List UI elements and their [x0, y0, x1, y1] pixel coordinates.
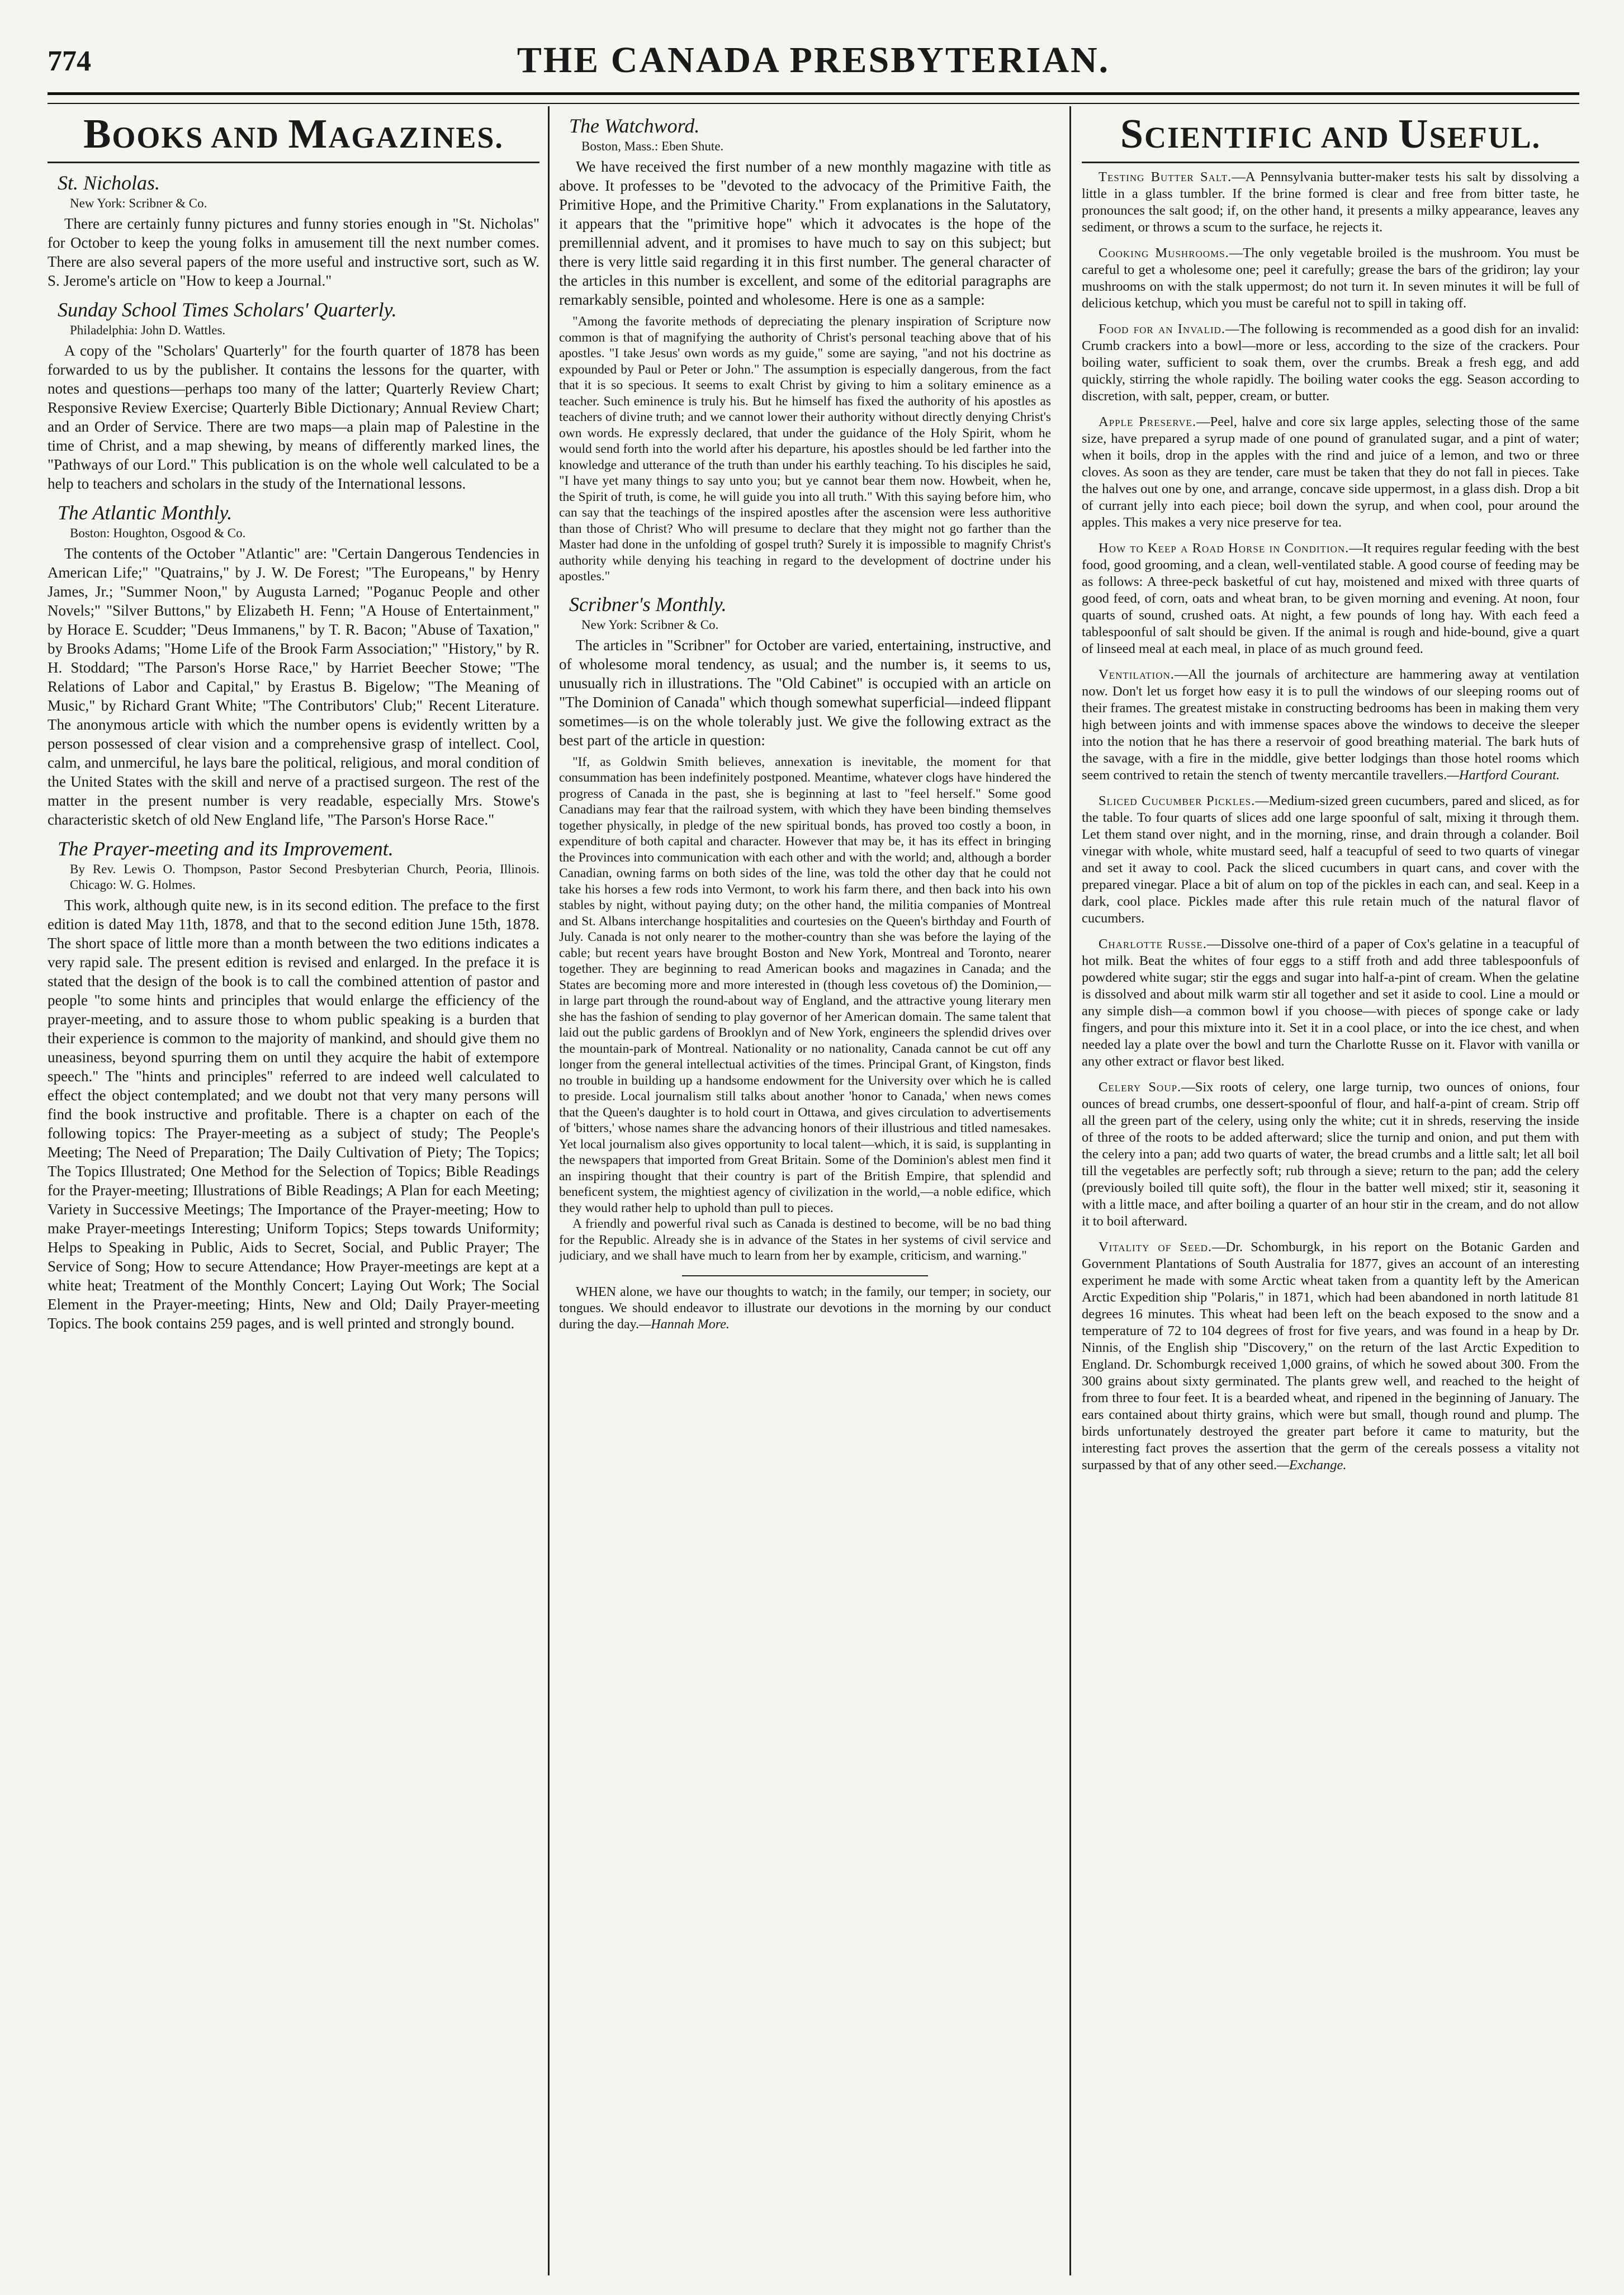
article-paragraph: The contents of the October "Atlantic" are: "Certain Dangerous Tendencies in American Life;" "Quatrains," by J. W. De Forest; "The Europeans," by Henry James, Jr.; "Summer Noon," by Augusta Larned; "Poganuc People and other Novels;" "Silver Buttons," by Elizabeth H. Fenn; "A House of Entertainment," by Horace E. Scudder; "Deus Immanens," by T. R. Bacon; "Abuse of Taxation," by Brooks Adams; "Home Life of the Brook Farm Association;" "History," by R. H. Stoddard; "The Parson's Horse Race," by Harriet Beecher Stowe; "The Relations of Labor and Capital," by Erastus B. Bigelow; "The Meaning of Music," by Richard Grant White; "The Contributors' Club;" Recent Literature. The anonymous article with which the number opens is evidently written by a person possessed of clear vision and a comprehensive grasp of intellect. Cool, calm, and unmerciful, he lays bare the political, religious, and moral condition of the United States with the skill and nerve of a practised surgeon. The rest of the matter in the present number is very readable, especially Mrs. Stowe's characteristic sketch of old New England life, "The Parson's Horse Race." [48, 545, 539, 828]
publisher-line: New York: Scribner & Co. [581, 617, 719, 632]
publisher-line: Philadelphia: John D. Wattles. [70, 323, 226, 337]
item-cooking-mushrooms: Cooking Mushrooms.—The only vegetable broiled is the mushroom. You must be careful to get a wholesome one; peel it carefully; grease the bars of the gridiron; lay your mushrooms on with the stalk uppermost; do not turn it. In seven minutes it will be full of delicious ketchup, which you must be careful not to spill in taking off. [1082, 245, 1579, 311]
article-title: Scribner's Monthly. [569, 593, 727, 616]
article-title: The Prayer-meeting and its Improvement. [58, 837, 394, 860]
article-scribners-monthly [559, 593, 1051, 1264]
article-paragraph: There are certainly funny pictures and funny stories enough in "St. Nicholas" for October to keep the young folks in amusement till the next number comes. There are also several papers of the more useful and instructive sort, such as W. S. Jerome's article on "How to keep a Journal." [48, 215, 539, 289]
item-cucumber-pickles: Sliced Cucumber Pickles.—Medium-sized green cucumbers, pared and sliced, as for the table. To four quarts of slices add one large spoonful of salt, mixing it through them. Let them stand over night, and in the morning, rinse, and drain through a colander. Boil vinegar with whole, white mustard seed, half a teacupful of seed to two quarts of vinegar and set it away to cool. Pack the sliced cucumbers in quart cans, and cover with the prepared vinegar. Place a bit of alum on top of the pickles in each can, and seal. Keep in a dark, cool place. Pickles made after this rule retain much of the natural flavor of cucumbers. [1082, 793, 1579, 926]
publisher-line: Boston: Houghton, Osgood & Co. [70, 526, 246, 540]
item-charlotte-russe: Charlotte Russe.—Dissolve one-third of a paper of Cox's gelatine in a teacupful of hot milk. Beat the whites of four eggs to a stiff froth and add three tablespoonfuls of powdered white sugar; stir the eggs and sugar into half-a-pint of cream. When the gelatine is dissolved and about milk warm stir all together and set it aside to cool. Line a mould or any simple dish—a common bowl if you choose—with pieces of sponge cake or lady fingers, and pour this mixture into it. Set it in a cool place, or into the ice chest, and when needed lay a plate over the bowl and turn the Charlotte Russe on it. Flavor with vanilla or any other extract or flavor best liked. [1082, 936, 1579, 1069]
item-apple-preserve: Apple Preserve.—Peel, halve and core six large apples, selecting those of the same size, have prepared a syrup made of one pound of granulated sugar, and a pint of water; when it boils, drop in the apples with the rind and juice of a lemon, and two or three cloves. As soon as they are tender, care must be taken that they do not fall in pieces. Take the halves out one by one, and arrange, concave side uppermost, in a glass dish. Drop a bit of currant jelly into each piece; boil down the syrup, and when cool, pour around the apples. This makes a very nice preserve for tea. [1082, 414, 1579, 530]
books-and-magazines-column [48, 112, 539, 2281]
quote-paragraph: A friendly and powerful rival such as Canada is destined to become, will be no bad thing for the Republic. Already she is in advance of the States in her systems of civil service and judiciary, and we shall have much to learn from her by example, criticism, and warning." [559, 1217, 1051, 1263]
item-vitality-of-seed: Vitality of Seed.—Dr. Schomburgk, in his report on the Botanic Garden and Government Plantations of South Australia for 1877, gives an account of an interesting experiment he made with some Arctic wheat taken from a quantity left by the American Arctic Expedition ship "Polaris," in 1871, which had been abandoned in north latitude 81 degrees 16 minutes. This wheat had been left on the beach exposed to the snow and a temperature of 72 to 104 degrees of frost for five years, and was found in a heap by Dr. Ninnis, of the English ship "Discovery," on the return of the last Arctic Expedition to England. Dr. Schomburgk received 1,000 grains, of which he sowed about 300. From the 300 grains about sixty germinated. The plants grew well, and reached to the height of from three to four feet. It is a bearded wheat, and ripened in the beginning of January. The ears contained about thirty grains, which were but small, though round and plump. The birds unfortunately destroyed the greater part before it came to maturity, but the interesting fact proves the assertion that the germ of the cereals possess a vitality not surpassed by that of any other seed.—Exchange. [1082, 1239, 1579, 1473]
item-celery-soup: Celery Soup.—Six roots of celery, one large turnip, two ounces of onions, four ounces of bread crumbs, one dessert-spoonful of flour, and half-a-pint of cream. Strip off all the green part of the celery, using only the white; cut it in shreds, reserving the inside of three of the roots to be added afterward; slice the turnip and onion, and put them with the celery into a pan; add two quarts of water, the bread crumbs and a little salt; let all boil till the vegetables are perfectly soft; rub through a sieve; return to the pan; add the celery (previously boiled till quite soft), the flour in the batter well mixed; stir it, seasoning it with a little mace, and after boiling a quarter of an hour stir in the cream, and do not allow it to boil afterward. [1082, 1080, 1579, 1229]
section-heading-books-and-magazines: BOOKS AND MAGAZINES. [48, 115, 539, 163]
item-food-for-invalid: Food for an Invalid.—The following is recommended as a good dish for an invalid: Crumb crackers into a bowl—more or less, according to the size of the crackers. Pour boiling water, sufficient to soak them, over the crumbs. Break a fresh egg, and add quickly, stirring the whole rapidly. The boiling water cooks the egg. Season according to discretion, with salt, pepper, cream, or butter. [1082, 321, 1579, 404]
column-divider-1 [548, 106, 550, 2275]
section-rule [682, 1275, 928, 1276]
publisher-line: New York: Scribner & Co. [70, 196, 207, 210]
quoted-extract [559, 314, 1051, 585]
article-prayer-meeting [48, 837, 539, 1333]
publisher-line: By Rev. Lewis O. Thompson, Pastor Second Presbyterian Church, Peoria, Illinois. Chicago: W. G. Holmes. [70, 862, 539, 892]
item-credit: —Exchange. [1277, 1458, 1347, 1473]
article-paragraph: The articles in "Scribner" for October are varied, entertaining, instructive, and of wholesome moral tendency, as usual; and the number is, it seems to us, unusually rich in illustrations. The "Old Cabinet" is occupied with an article on "The Dominion of Canada" which though somewhat superficial—indeed flippant sometimes—is on the whole tolerably just. We give the following extract as the best part of the article in question: [559, 636, 1051, 749]
column-divider-2 [1069, 106, 1071, 2275]
article-paragraph: We have received the first number of a new monthly magazine with title as above. It professes to be "devoted to the advocacy of the Primitive Faith, the Primitive Hope, and the Primitive Charity." From explanations in the Salutatory, it appears that the "primitive hope" which it advocates is the hope of the premillennial advent, and it promises to have much to say on this subject; but there is very little said regarding it in this first number. The general character of the articles in this number is excellent, and some of the editorial paragraphs are remarkably sensible, pointed and wholesome. Here is one as a sample: [559, 158, 1051, 308]
middle-column [559, 112, 1051, 2281]
article-scholars-quarterly [48, 298, 539, 493]
masthead [48, 34, 1579, 92]
article-atlantic-monthly [48, 501, 539, 829]
item-testing-butter-salt: Testing Butter Salt.—A Pennsylvania butter-maker tests his salt by dissolving a little in a glass tumbler. If the brine formed is clear and free from bitter taste, he pronounces the salt good; if, on the other hand, it presents a milky appearance, leaves any sediment, or throws a scum to the surface, he rejects it. [1082, 169, 1579, 235]
quote-paragraph: "Among the favorite methods of depreciating the plenary inspiration of Scripture now common is that of magnifying the authority of Christ's personal teaching above that of his apostles. "I take Jesus' own words as my guide," some are saying, "and not his doctrine as expounded by Paul or Peter or John." The assumption is especially dangerous, from the fact that it is so specious. It seems to exalt Christ by giving to him a solitary eminence as a teacher. Such eminence is truly his. But he himself has fixed the authority of his apostles as teachers of divine truth; and we cannot lower their authority without directly denying Christ's own words. He expressly declared, that under the guidance of the Holy Spirit, whom he would send forth into the world after his departure, his apostles should be led farther into the knowledge and utterance of the truth than under his earthly teaching. To his disciples he said, "I have yet many things to say unto you; but ye cannot bear them now. Howbeit, when he, the Spirit of truth, is come, he will guide you into all truth." With this saying before him, who can say that the teachings of the inspired apostles after the ascension were less authoritive than those of Christ? Who will presume to declare that they might not go farther than the Master had done in the unfolding of gospel truth? Surely it is impossible to magnify Christ's authority while denying his teaching in regard to the development of doctrine under his apostles." [559, 314, 1051, 584]
article-paragraph: A copy of the "Scholars' Quarterly" for the fourth quarter of 1878 has been forwarded to us by the publisher. It contains the lessons for the quarter, with notes and questions—perhaps too many of the latter; Quarterly Review Chart; Responsive Review Exercise; Quarterly Bible Dictionary; Annual Review Chart; and an Order of Service. There are two maps—a plain map of Palestine in the time of Christ, and a map shewing, by means of differently marked lines, the "Pathways of our Lord." This publication is on the whole well calculated to be a help to teachers and scholars in the study of the International lessons. [48, 342, 539, 492]
article-paragraph: This work, although quite new, is in its second edition. The preface to the first edition is dated May 11th, 1878, and that to the second edition June 15th, 1878. The short space of little more than a month between the two editions indicates a very rapid sale. The present edition is revised and enlarged. In the preface it is stated that the design of the book is to call the combined attention of pastor and people "to some hints and principles that would enlarge the efficiency of the prayer-meeting, and to assure those to whom public speaking is a burden that their experience is common to the majority of mankind, and should give them no uneasiness, beyond spurring them on until they acquire the habit of extempore speech." The "hints and principles" referred to are indeed well calculated to effect the object contemplated; and we doubt not that very many persons will find the book instructive and profitable. There is a chapter on each of the following topics: The Prayer-meeting as a subject of study; The People's Meeting; The Need of Preparation; The Daily Cultivation of Piety; The Topics; The Topics Illustrated; One Method for the Selection of Topics; Bible Readings for the Prayer-meeting; Illustrations of Bible Readings; A Plan for each Meeting; Variety in Successive Meetings; The Importance of the Prayer-meeting; How to make Prayer-meetings Interesting; Uniform Topics; Steps towards Uniformity; Helps to Speaking in Public, Aids to Secret, Social, and Public Prayer; The Service of Song; How to secure Attendance; How Prayer-meetings are kept at a white heat; Treatment of the Monthly Concert; Laying Out Work; The Social Element in the Prayer-meeting; Hints, New and Old; Daily Prayer-meeting Topics. The book contains 259 pages, and is well printed and strongly bound. [48, 897, 539, 1332]
article-title: St. Nicholas. [58, 172, 160, 194]
newspaper-title: THE CANADA PRESBYTERIAN. [517, 40, 1110, 81]
article-watchword [559, 114, 1051, 585]
quoted-extract [559, 754, 1051, 1264]
closing-maxim: WHEN alone, we have our thoughts to watch; in the family, our temper; in society, our tongues. We should endeavor to illustrate our devotions in the morning by our conduct during the day.—Hannah More. [559, 1284, 1051, 1332]
article-title: The Watchword. [569, 115, 700, 137]
article-title: Sunday School Times Scholars' Quarterly. [58, 299, 397, 321]
article-title: The Atlantic Monthly. [58, 501, 233, 524]
masthead-rule [48, 92, 1579, 104]
maxim-credit: —Hannah More. [639, 1317, 730, 1332]
page-number: 774 [48, 45, 91, 77]
article-st-nicholas [48, 171, 539, 290]
section-heading-scientific-and-useful: SCIENTIFIC AND USEFUL. [1082, 115, 1579, 163]
scientific-and-useful-column [1082, 112, 1579, 2281]
item-credit: —Hartford Courant. [1447, 768, 1560, 783]
quote-paragraph: "If, as Goldwin Smith believes, annexation is inevitable, the moment for that consummation has been indefinitely postponed. Meantime, whatever clogs have hindered the progress of Canada in the past, she is beginning at last to "feel herself." Some good Canadians may fear that the railroad system, with which they have been binding themselves together physically, in pledge of the new spiritual bonds, has proved too costly a boon, in expenditure of both capital and character. However that may be, it has its effect in bringing the Provinces into communication with each other and with the world; and, although a border Canadian, owning farms on both sides of the line, was told the other day that he could not take his horses a few rods into Vermont, to work his farm there, and then back into his own stables by night, without paying duty; on the other hand, the militia companies of Montreal and St. Albans interchange hospitalities and courtesies on the Queen's birthday and Fourth of July. Canada is not only nearer to the mother-country than she was before the laying of the cable; but recent years have brought Boston and New York, Montreal and Toronto, nearer together. They are beginning to read American books and magazines in Canada; and the States are becoming more and more interested in (though less covetous of) the Dominion,—in large part through the round-about way of England, and the attractive young literary men she has the fashion of sending to play governor of her American domain. The same talent that laid out the public gardens of Brooklyn and of New York, engineers the splendid drives over the mountain-park of Montreal. Nationality or no nationality, Canada cannot be cut off any longer from the general intellectual activities of the times. Principal Grant, of Kingston, finds no trouble in building up a handsome endowment for the University over which he is called to preside. Local journalism still talks about another 'honor to Canada,' when news comes that the Queen's daughter is to hold court in Ottawa, and gives circulation to advertisements of 'bitters,' whose names share the advancing honors of their illustrious and titled namesakes. Yet local journalism also gives opportunity to local talent—which, it is said, is supplanting in the newspapers that imported from Great Britain. Some of the Dominion's ablest men find it an inspiring thought that their country is part of the British Empire, that splendid and beneficent system, the mightiest agency of civilization in the world,—a noble edifice, which they would rather help to uphold than pull to pieces. [559, 754, 1051, 1215]
publisher-line: Boston, Mass.: Eben Shute. [581, 139, 724, 153]
item-road-horse: How to Keep a Road Horse in Condition.—It requires regular feeding with the best food, good grooming, and a clean, well-ventilated stable. A good course of feeding may be as follows: A three-peck basketful of cut hay, moistened and mixed with three quarts of good feed, of corn, oats and wheat bran, to be given morning and evening. At noon, four quarts of sound, crushed oats. At night, a few pounds of long hay. With each feed a tablespoonful of salt should be given. If the animal is rough and hide-bound, give a quart of linseed meal at each meal, in place of as much ground feed. [1082, 541, 1579, 656]
item-ventilation: Ventilation.—All the journals of architecture are hammering away at ventilation now. Don't let us forget how easy it is to pull the windows of our sleeping rooms out of their frames. The greatest mistake in constructing bedrooms has been in making them very high between joints and with immense spaces above the windows to deceive the sleeper into the notion that he has there a reservoir of good breathing material. The bark huts of the savage, with a fire in the middle, give better lodgings than those hotel rooms which seem contrived to retain the stench of twenty mercantile travellers.—Hartford Courant. [1082, 667, 1579, 783]
